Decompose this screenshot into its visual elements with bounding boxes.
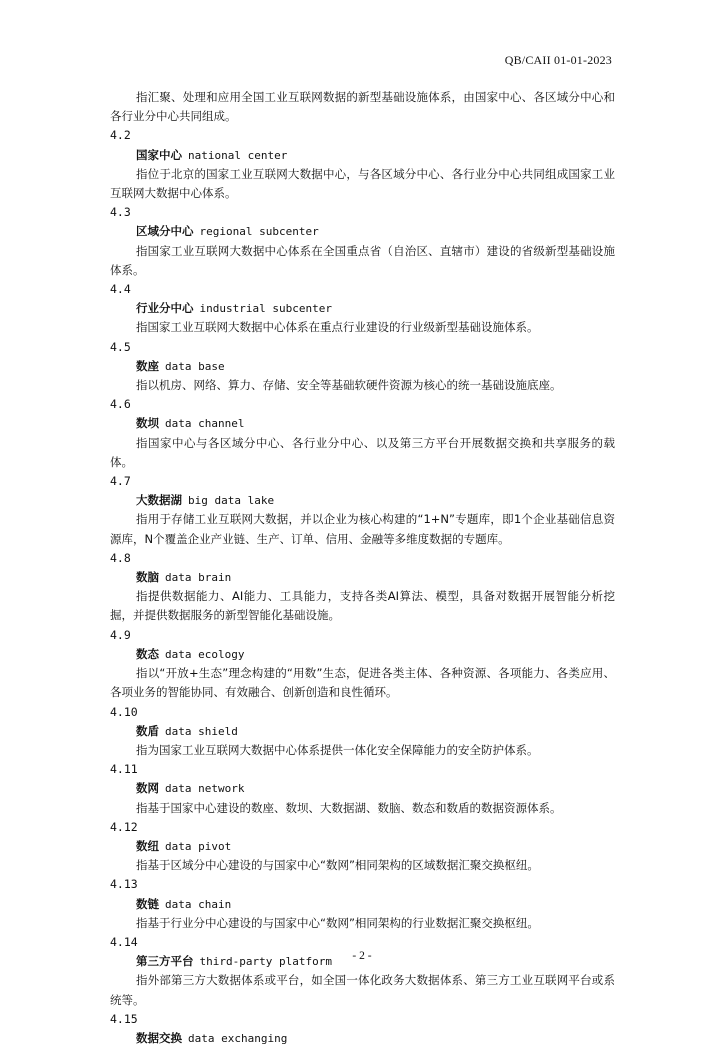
term-en: data ecology [165,647,245,661]
term-entry [110,933,615,1010]
term-definition: 指以“开放+生态”理念构建的“用数”生态，促进各类主体、各种资源、各项能力、各类应用、各项业务的智能协同、有效融合、创新创造和良性循环。 [110,666,615,700]
term-entry [110,1010,615,1048]
term-title [110,1029,615,1048]
term-definition: 指基于行业分中心建设的与国家中心“数网”相同架构的行业数据汇聚交换枢纽。 [136,915,539,930]
term-title [110,722,615,741]
term-title [110,779,615,798]
term-number: 4.9 [110,627,131,642]
term-title [110,414,615,433]
term-definition: 指为国家工业互联网大数据中心体系提供一体化安全保障能力的安全防护体系。 [136,742,539,757]
term-number: 4.6 [110,397,131,412]
term-zh: 数态 [136,646,159,661]
term-en: regional subcenter [199,225,319,239]
term-zh: 数座 [136,358,159,373]
term-number: 4.8 [110,550,131,565]
term-en: third-party platform [199,955,332,969]
term-entry [110,703,615,761]
term-zh: 数脑 [136,570,159,585]
document-code-header: QB/CAII 01-01-2023 [504,53,612,67]
term-number: 4.14 [110,934,138,949]
term-title [110,837,615,856]
term-zh: 数网 [136,781,159,796]
term-definition: 指提供数据能力、AI能力、工具能力，支持各类AI算法、模型，具备对数据开展智能分析挖掘，并提供数据服务的新型智能化基础设施。 [110,589,615,623]
term-en: industrial subcenter [199,302,332,316]
term-entry [110,280,615,338]
term-en: data exchanging [188,1031,288,1045]
term-entry [110,626,615,703]
term-zh: 数链 [136,896,159,911]
term-entry [110,338,615,396]
term-en: data base [165,359,225,373]
term-en: data network [165,782,245,796]
intro-definition: 指汇聚、处理和应用全国工业互联网数据的新型基础设施体系，由国家中心、各区域分中心和各行业分中心共同组成。 [110,90,615,124]
term-zh: 行业分中心 [136,301,194,316]
term-number: 4.5 [110,339,131,354]
term-entry [110,875,615,933]
term-title [110,357,615,376]
term-number: 4.3 [110,205,131,220]
term-definition: 指国家中心与各区域分中心、各行业分中心、以及第三方平台开展数据交换和共享服务的载体。 [110,435,615,469]
term-definition: 指以机房、网络、算力、存储、安全等基础软硬件资源为核心的统一基础设施底座。 [136,378,562,393]
term-zh: 数盾 [136,723,159,738]
term-title [110,895,615,914]
term-zh: 数坝 [136,416,159,431]
term-definition: 指基于国家中心建设的数座、数坝、大数据湖、数脑、数态和数盾的数据资源体系。 [136,800,562,815]
term-en: data channel [165,417,245,431]
term-en: data pivot [165,839,232,853]
term-zh: 数据交换 [136,1030,182,1045]
term-definition: 指国家工业互联网大数据中心体系在重点行业建设的行业级新型基础设施体系。 [136,320,539,335]
term-number: 4.12 [110,819,138,834]
term-definition: 指基于区域分中心建设的与国家中心“数网”相同架构的区域数据汇聚交换枢纽。 [136,858,539,873]
term-title [110,491,615,510]
term-en: data brain [165,571,232,585]
term-number: 4.10 [110,704,138,719]
term-title [110,222,615,241]
term-zh: 区域分中心 [136,224,194,239]
term-number: 4.15 [110,1011,138,1026]
term-definition: 指国家工业互联网大数据中心体系在全国重点省（自治区、直辖市）建设的省级新型基础设施体系。 [110,243,615,277]
term-zh: 数纽 [136,838,159,853]
term-title [110,568,615,587]
term-en: data shield [165,724,238,738]
terms-section [110,88,615,1048]
term-number: 4.2 [110,128,131,143]
term-en: big data lake [188,494,275,508]
term-zh: 大数据湖 [136,493,182,508]
term-definition: 指外部第三方大数据体系或平台，如全国一体化政务大数据体系、第三方工业互联网平台或系统等。 [110,973,615,1007]
term-number: 4.7 [110,474,131,489]
term-definition: 指位于北京的国家工业互联网大数据中心，与各区域分中心、各行业分中心共同组成国家工业互联网大数据中心体系。 [110,166,615,201]
term-title [110,299,615,318]
term-number: 4.11 [110,762,138,777]
term-entry [110,126,615,203]
term-en: data chain [165,897,232,911]
term-number: 4.13 [110,877,138,892]
term-title [110,645,615,664]
term-zh: 第三方平台 [136,954,194,969]
term-entry [110,760,615,818]
term-entry [110,472,615,549]
page-number: - 2 - [352,950,372,962]
term-entry [110,549,615,626]
term-title [110,146,615,165]
term-entry [110,203,615,280]
term-entry [110,818,615,876]
term-zh: 国家中心 [136,147,182,162]
term-number: 4.4 [110,282,131,297]
term-entry [110,395,615,472]
term-definition: 指用于存储工业互联网大数据，并以企业为核心构建的“1+N”专题库，即1个企业基础信息资源库，N个覆盖企业产业链、生产、订单、信用、金融等多维度数据的专题库。 [110,512,615,546]
term-en: national center [188,148,288,162]
